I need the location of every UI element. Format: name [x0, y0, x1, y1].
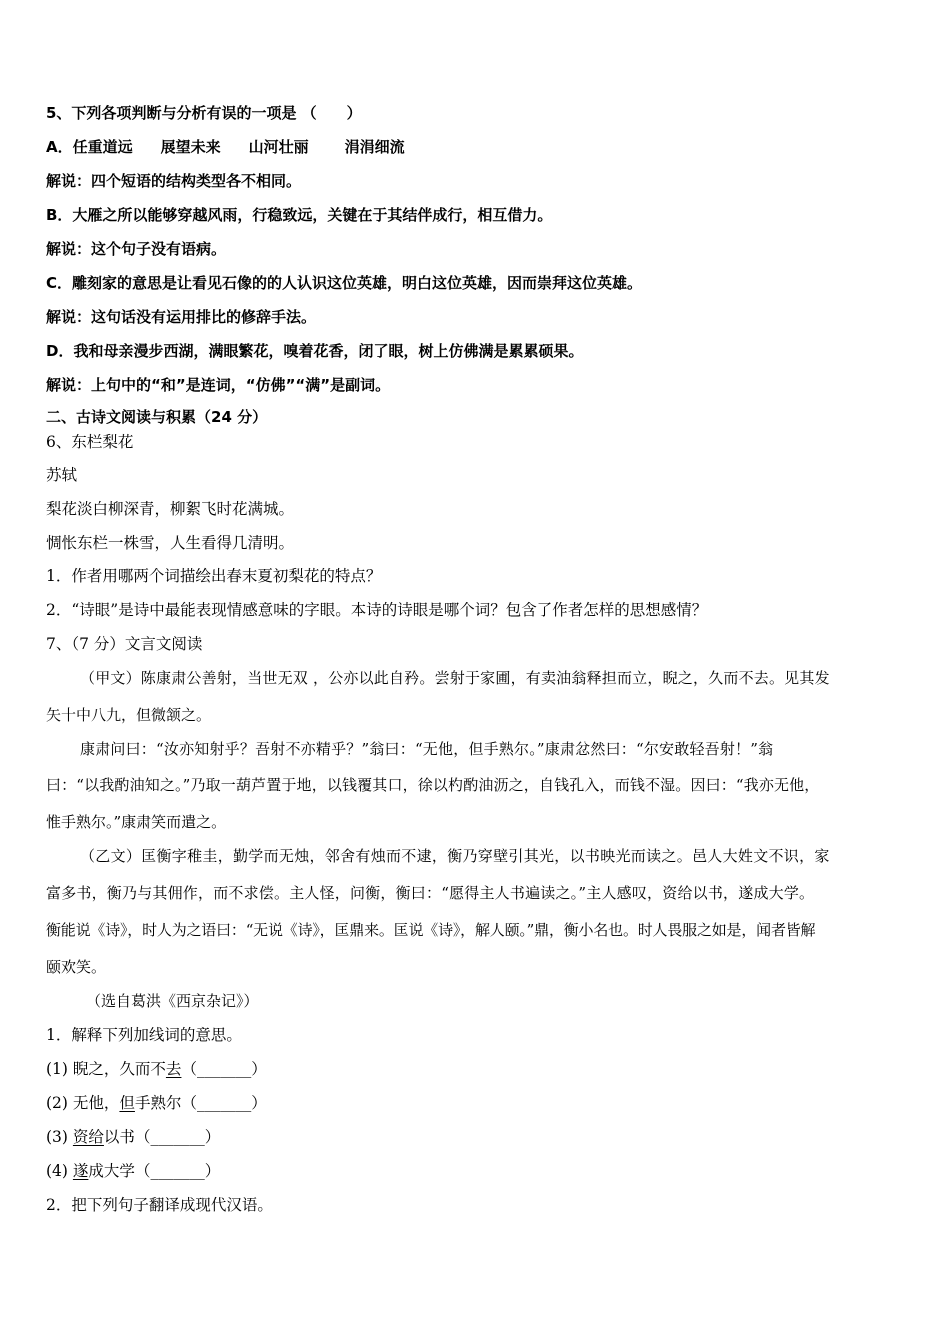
q7-item-4: [46, 1161, 220, 1181]
q6-poem-line-1: 梨花淡白柳深青，柳絮飞时花满城。: [46, 500, 295, 518]
q5-option-a-item-1: 任重道远: [72, 138, 133, 156]
q5-option-d: D．我和母亲漫步西湖，满眼繁花，嗅着花香，闭了眼，树上仿佛满是累累硕果。: [46, 342, 584, 360]
q7-item-4-post: 成大学: [88, 1162, 135, 1180]
q7-sub-question-1: 1．解释下列加线词的意思。: [46, 1026, 242, 1044]
q6-sub-question-2: 2．“诗眼”是诗中最能表现情感意味的字眼。本诗的诗眼是哪个词？包含了作者怎样的思想感情？: [46, 601, 708, 619]
q7-title: 7、（7 分）文言文阅读: [46, 635, 203, 653]
q5-option-c: C．雕刻家的意思是让看见石像的的人认识这位英雄，明白这位英雄，因而崇拜这位英雄。: [46, 274, 643, 292]
q7-item-3-word: 资给: [72, 1128, 104, 1146]
q5-option-a-item-2: 展望未来: [160, 138, 221, 156]
q7-item-1: [46, 1059, 267, 1079]
q7-sub-question-2: 2．把下列句子翻译成现代汉语。: [46, 1196, 273, 1214]
q6-poem-line-2: 惆怅东栏一株雪，人生看得几清明。: [46, 534, 295, 552]
q7-jia-para1-line1: （甲文）陈康肃公善射，当世无双 ，公亦以此自矜。尝射于家圃，有卖油翁释担而立，睨之，久而不去。见其发: [80, 669, 830, 687]
q7-item-2-pre: 无他，: [72, 1094, 120, 1112]
q7-yi-line4: 颐欢笑。: [46, 958, 107, 976]
q7-item-3-blank[interactable]: （_______）: [134, 1128, 221, 1146]
section-heading: 二、古诗文阅读与积累（24 分）: [46, 408, 268, 426]
q7-jia-para2-line2: 曰：“以我酌油知之。”乃取一葫芦置于地，以钱覆其口，徐以杓酌油沥之，自钱孔入，而钱不湿。因曰：“我亦无他，: [46, 776, 820, 794]
q7-item-3: [46, 1127, 220, 1147]
q7-yi-line3: 衡能说《诗》，时人为之语曰：“无说《诗》，匡鼎来。匡说《诗》，解人颐。”鼎，衡小名也。时人畏服之如是，闻者皆解: [46, 921, 816, 939]
q7-jia-para2-line3: 惟手熟尔。”康肃笑而遣之。: [46, 813, 227, 831]
q5-option-a-item-3: 山河壮丽: [248, 138, 309, 156]
q7-item-2-num: (2): [46, 1094, 68, 1112]
q7-item-2-post: 手熟尔: [134, 1094, 182, 1112]
q7-item-1-blank[interactable]: （_______）: [181, 1060, 267, 1078]
q7-item-2-blank[interactable]: （_______）: [181, 1094, 267, 1112]
q7-item-3-num: (3): [46, 1128, 68, 1146]
q7-jia-para1-line2: 矢十中八九，但微颔之。: [46, 706, 212, 724]
q5-option-a-label: A．: [46, 138, 73, 156]
q7-item-4-word: 遂: [72, 1162, 89, 1180]
q5-option-b-note: 解说：这个句子没有语病。: [46, 240, 227, 258]
q5-option-b: B．大雁之所以能够穿越风雨，行稳致远，关键在于其结伴成行，相互借力。: [46, 206, 553, 224]
q6-author: 苏轼: [46, 466, 78, 484]
q5-option-d-note: 解说：上句中的“和”是连词，“仿佛”“满”是副词。: [46, 376, 391, 394]
q7-item-1-word: 去: [165, 1060, 182, 1078]
q7-item-1-num: (1): [46, 1060, 68, 1078]
q7-yi-line2: 富多书，衡乃与其佣作，而不求偿。主人怪，问衡，衡曰：“愿得主人书遍读之。”主人感叹，资给以书，遂成大学。: [46, 884, 815, 902]
q7-item-4-blank[interactable]: （_______）: [134, 1162, 221, 1180]
q6-sub-question-1: 1．作者用哪两个词描绘出春末夏初梨花的特点？: [46, 567, 382, 585]
q5-stem: 5、下列各项判断与分析有误的一项是 （ ）: [46, 104, 362, 122]
q7-jia-para2-line1: 康肃问曰：“汝亦知射乎？吾射不亦精乎？”翁曰：“无他，但手熟尔。”康肃忿然曰：“尔安敢轻吾射！”翁: [80, 740, 774, 758]
q5-option-a: [46, 137, 405, 157]
q7-item-1-pre: 睨之，久而不: [72, 1060, 166, 1078]
q7-item-4-num: (4): [46, 1162, 68, 1180]
q7-source: （选自葛洪《西京杂记》）: [86, 992, 259, 1010]
q7-yi-line1: （乙文）匡衡字稚圭，勤学而无烛，邻舍有烛而不逮，衡乃穿壁引其光，以书映光而读之。邑人大姓文不识，家: [80, 847, 830, 865]
q5-option-a-item-4: 涓涓细流: [344, 138, 405, 156]
q7-item-2-word: 但: [119, 1094, 135, 1112]
q6-title: 6、东栏梨花: [46, 433, 134, 451]
q7-item-2: [46, 1093, 267, 1113]
q5-option-a-note: 解说：四个短语的结构类型各不相同。: [46, 172, 302, 190]
q7-item-3-post: 以书: [103, 1128, 135, 1146]
q5-option-c-note: 解说：这句话没有运用排比的修辞手法。: [46, 308, 317, 326]
